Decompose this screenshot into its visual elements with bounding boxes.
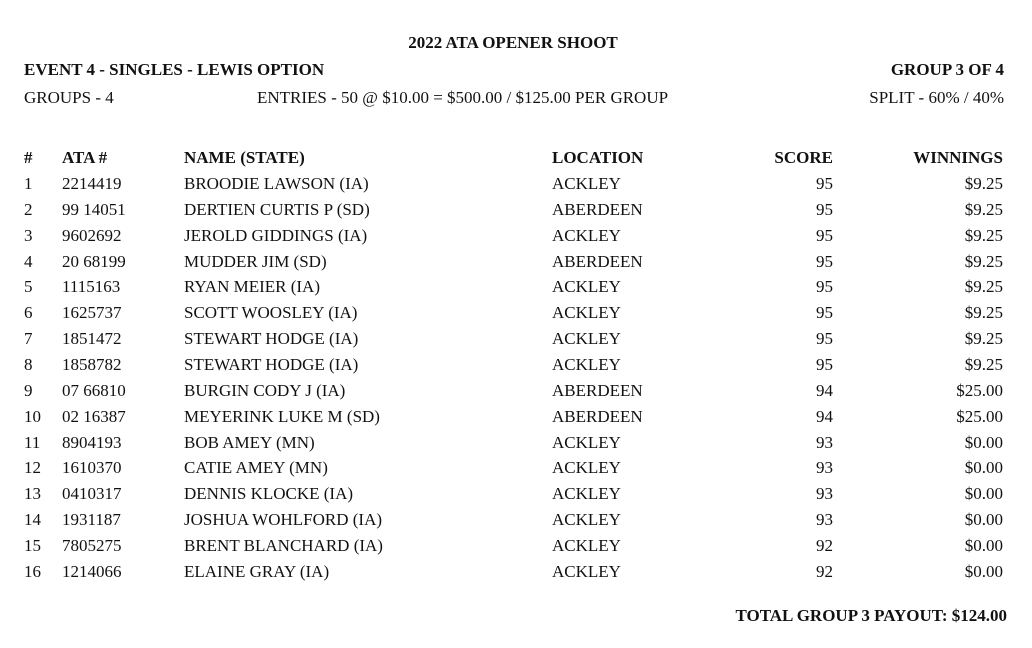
shooter-name: RYAN MEIER (IA) — [184, 277, 320, 297]
shooter-name: MEYERINK LUKE M (SD) — [184, 406, 380, 426]
shooter-name: ELAINE GRAY (IA) — [184, 561, 330, 581]
shooter-score: 94 — [816, 380, 833, 400]
shooter-name: STEWART HODGE (IA) — [184, 329, 359, 349]
ata-number: 1851472 — [62, 329, 122, 349]
shooter-winnings: $0.00 — [964, 484, 1003, 504]
table-row — [0, 252, 1032, 278]
table-row — [0, 277, 1032, 303]
table-row — [0, 200, 1032, 226]
shooter-name: STEWART HODGE (IA) — [184, 354, 359, 374]
shooter-name: BOB AMEY (MN) — [184, 432, 315, 452]
shooter-location: ABERDEEN — [552, 251, 643, 271]
ata-number: 1625737 — [62, 303, 122, 323]
shooter-name: MUDDER JIM (SD) — [184, 251, 327, 271]
shooter-winnings: $9.25 — [964, 277, 1003, 297]
ata-number: 1858782 — [62, 354, 122, 374]
groups-count: GROUPS - 4 — [24, 88, 114, 107]
row-number: 1 — [24, 174, 33, 193]
header-score: SCORE — [774, 148, 833, 167]
shooter-location: ACKLEY — [552, 277, 621, 297]
table-row — [0, 174, 1032, 200]
row-number: 8 — [24, 354, 33, 374]
row-number: 13 — [24, 484, 41, 504]
table-row — [0, 433, 1032, 459]
shooter-name: CATIE AMEY (MN) — [184, 458, 328, 478]
shooter-winnings: $9.25 — [964, 329, 1003, 349]
table-row — [0, 484, 1032, 510]
total-payout: TOTAL GROUP 3 PAYOUT: $124.00 — [735, 606, 1007, 625]
shooter-winnings: $0.00 — [964, 535, 1003, 555]
shooter-location: ACKLEY — [552, 225, 621, 245]
shooter-score: 94 — [816, 406, 833, 426]
shooter-name: BRENT BLANCHARD (IA) — [184, 535, 383, 555]
ata-number: 1610370 — [62, 458, 122, 478]
shooter-location: ACKLEY — [552, 484, 621, 504]
shooter-location: ACKLEY — [552, 535, 621, 555]
table-row — [0, 407, 1032, 433]
row-number: 9 — [24, 380, 33, 400]
shooter-winnings: $25.00 — [956, 406, 1003, 426]
shooter-winnings: $9.25 — [964, 199, 1003, 219]
shooter-winnings: $9.25 — [964, 251, 1003, 271]
shooter-winnings: $0.00 — [964, 510, 1003, 530]
shooter-name: SCOTT WOOSLEY (IA) — [184, 303, 358, 323]
shooter-score: 95 — [816, 199, 833, 219]
shooter-name: JOSHUA WOHLFORD (IA) — [184, 510, 383, 530]
shooter-location: ACKLEY — [552, 303, 621, 323]
shooter-score: 95 — [816, 174, 833, 193]
shooter-name: BURGIN CODY J (IA) — [184, 380, 346, 400]
ata-number: 07 66810 — [62, 380, 126, 400]
header-location: LOCATION — [552, 148, 644, 167]
shooter-location: ABERDEEN — [552, 406, 643, 426]
shooter-location: ACKLEY — [552, 510, 621, 530]
shooter-winnings: $25.00 — [956, 380, 1003, 400]
ata-number: 02 16387 — [62, 406, 126, 426]
ata-number: 20 68199 — [62, 251, 126, 271]
shooter-score: 95 — [816, 354, 833, 374]
row-number: 4 — [24, 251, 33, 271]
shooter-winnings: $0.00 — [964, 561, 1003, 581]
row-number: 5 — [24, 277, 33, 297]
shooter-winnings: $9.25 — [964, 225, 1003, 245]
header-num: # — [24, 148, 33, 167]
table-row — [0, 562, 1032, 588]
header-ata: ATA # — [62, 148, 108, 167]
row-number: 2 — [24, 199, 33, 219]
table-row — [0, 381, 1032, 407]
ata-number: 1214066 — [62, 561, 122, 581]
shooter-score: 92 — [816, 535, 833, 555]
ata-number: 0410317 — [62, 484, 122, 504]
shooter-name: JEROLD GIDDINGS (IA) — [184, 225, 368, 245]
shooter-location: ABERDEEN — [552, 380, 643, 400]
entries-summary: ENTRIES - 50 @ $10.00 = $500.00 / $125.00 PER GROUP — [257, 88, 669, 107]
document-title: 2022 ATA OPENER SHOOT — [408, 33, 618, 52]
table-row — [0, 355, 1032, 381]
shooter-score: 95 — [816, 329, 833, 349]
shooter-score: 95 — [816, 225, 833, 245]
shooter-winnings: $0.00 — [964, 458, 1003, 478]
row-number: 3 — [24, 225, 33, 245]
shooter-location: ACKLEY — [552, 329, 621, 349]
table-row — [0, 226, 1032, 252]
shooter-score: 95 — [816, 277, 833, 297]
row-number: 6 — [24, 303, 33, 323]
shooter-location: ACKLEY — [552, 354, 621, 374]
ata-number: 2214419 — [62, 174, 122, 193]
event-heading: EVENT 4 - SINGLES - LEWIS OPTION — [24, 60, 325, 79]
shooter-location: ACKLEY — [552, 458, 621, 478]
shooter-winnings: $9.25 — [964, 174, 1003, 193]
shooter-winnings: $9.25 — [964, 354, 1003, 374]
table-row — [0, 329, 1032, 355]
ata-number: 8904193 — [62, 432, 122, 452]
ata-number: 1931187 — [62, 510, 121, 530]
row-number: 11 — [24, 432, 41, 452]
row-number: 12 — [24, 458, 41, 478]
shooter-score: 92 — [816, 561, 833, 581]
table-row — [0, 536, 1032, 562]
row-number: 15 — [24, 535, 41, 555]
table-row — [0, 510, 1032, 536]
ata-number: 99 14051 — [62, 199, 126, 219]
shooter-score: 95 — [816, 303, 833, 323]
row-number: 7 — [24, 329, 33, 349]
row-number: 10 — [24, 406, 41, 426]
split-info: SPLIT - 60% / 40% — [869, 88, 1004, 107]
shooter-name: BROODIE LAWSON (IA) — [184, 174, 369, 193]
row-number: 16 — [24, 561, 41, 581]
shooter-score: 93 — [816, 458, 833, 478]
ata-number: 9602692 — [62, 225, 122, 245]
table-header — [0, 148, 1032, 174]
ata-number: 7805275 — [62, 535, 122, 555]
shooter-score: 93 — [816, 484, 833, 504]
shooter-score: 93 — [816, 510, 833, 530]
header-name: NAME (STATE) — [184, 148, 305, 167]
shooter-winnings: $0.00 — [964, 432, 1003, 452]
shooter-location: ABERDEEN — [552, 199, 643, 219]
shooter-location: ACKLEY — [552, 174, 621, 193]
shooter-name: DENNIS KLOCKE (IA) — [184, 484, 354, 504]
shooter-score: 93 — [816, 432, 833, 452]
shooter-name: DERTIEN CURTIS P (SD) — [184, 199, 370, 219]
table-row — [0, 303, 1032, 329]
shooter-location: ACKLEY — [552, 432, 621, 452]
table-row — [0, 458, 1032, 484]
ata-number: 1115163 — [62, 277, 121, 297]
shooter-location: ACKLEY — [552, 561, 621, 581]
header-winnings: WINNINGS — [913, 148, 1003, 167]
group-heading: GROUP 3 OF 4 — [890, 60, 1004, 79]
row-number: 14 — [24, 510, 41, 530]
shooter-winnings: $9.25 — [964, 303, 1003, 323]
shooter-score: 95 — [816, 251, 833, 271]
